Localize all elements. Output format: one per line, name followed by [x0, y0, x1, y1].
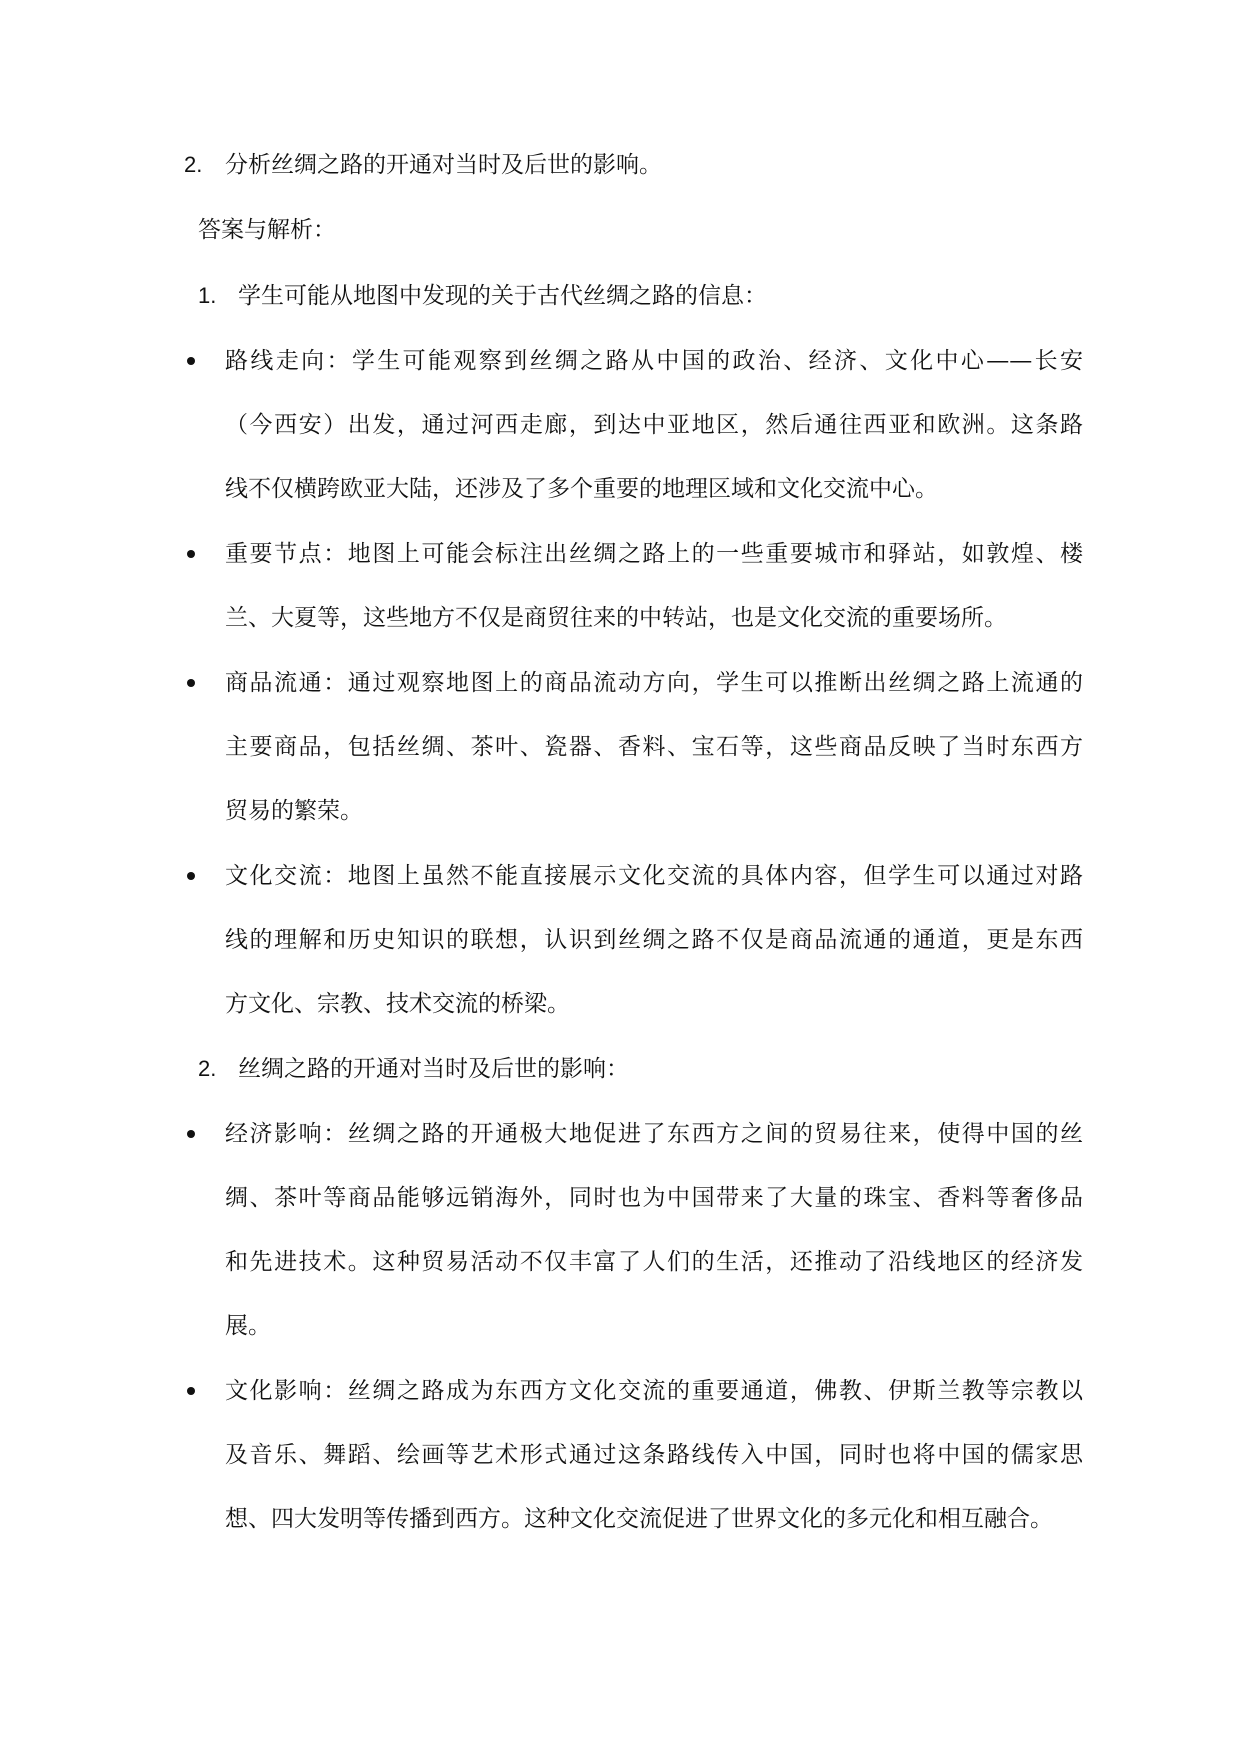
- bullet-icon: [187, 357, 195, 365]
- list-item-line: （今西安）出发，通过河西走廊，到达中亚地区，然后通往西亚和欧洲。这条路: [225, 412, 1083, 438]
- list-item-line: 兰、大夏等，这些地方不仅是商贸往来的中转站，也是文化交流的重要场所。: [225, 605, 1007, 631]
- answer-heading: 答案与解析：: [198, 217, 336, 243]
- bullet-icon: [187, 1130, 195, 1138]
- question-number: 2.: [184, 152, 203, 177]
- bullet-icon: [187, 872, 195, 880]
- list-item-line: 商品流通：通过观察地图上的商品流动方向，学生可以推断出丝绸之路上流通的: [225, 670, 1083, 696]
- list-item-line: 主要商品，包括丝绸、茶叶、瓷器、香料、宝石等，这些商品反映了当时东西方: [225, 734, 1083, 760]
- list-item-line: 线不仅横跨欧亚大陆，还涉及了多个重要的地理区域和文化交流中心。: [225, 476, 938, 502]
- list-item-line: 文化交流：地图上虽然不能直接展示文化交流的具体内容，但学生可以通过对路: [225, 863, 1083, 889]
- section1-number: 1.: [198, 283, 217, 308]
- section1-title: 学生可能从地图中发现的关于古代丝绸之路的信息：: [238, 283, 767, 309]
- list-item-line: 路线走向：学生可能观察到丝绸之路从中国的政治、经济、文化中心——长安: [225, 348, 1083, 374]
- list-item-line: 贸易的繁荣。: [225, 798, 363, 824]
- bullet-icon: [187, 1387, 195, 1395]
- list-item-line: 和先进技术。这种贸易活动不仅丰富了人们的生活，还推动了沿线地区的经济发: [225, 1249, 1083, 1275]
- list-item-line: 展。: [225, 1313, 271, 1339]
- list-item-line: 经济影响：丝绸之路的开通极大地促进了东西方之间的贸易往来，使得中国的丝: [225, 1121, 1083, 1147]
- list-item-line: 及音乐、舞蹈、绘画等艺术形式通过这条路线传入中国，同时也将中国的儒家思: [225, 1442, 1083, 1468]
- list-item-line: 重要节点：地图上可能会标注出丝绸之路上的一些重要城市和驿站，如敦煌、楼: [225, 541, 1083, 567]
- list-item-line: 想、四大发明等传播到西方。这种文化交流促进了世界文化的多元化和相互融合。: [225, 1506, 1053, 1532]
- list-item-line: 方文化、宗教、技术交流的桥梁。: [225, 991, 570, 1017]
- list-item-line: 绸、茶叶等商品能够远销海外，同时也为中国带来了大量的珠宝、香料等奢侈品: [225, 1185, 1083, 1211]
- bullet-icon: [187, 679, 195, 687]
- section2-title: 丝绸之路的开通对当时及后世的影响：: [238, 1056, 629, 1082]
- list-item-line: 文化影响：丝绸之路成为东西方文化交流的重要通道，佛教、伊斯兰教等宗教以: [225, 1378, 1083, 1404]
- bullet-icon: [187, 550, 195, 558]
- list-item-line: 线的理解和历史知识的联想，认识到丝绸之路不仅是商品流通的通道，更是东西: [225, 927, 1083, 953]
- question-text: 分析丝绸之路的开通对当时及后世的影响。: [225, 152, 662, 178]
- section2-number: 2.: [198, 1056, 217, 1081]
